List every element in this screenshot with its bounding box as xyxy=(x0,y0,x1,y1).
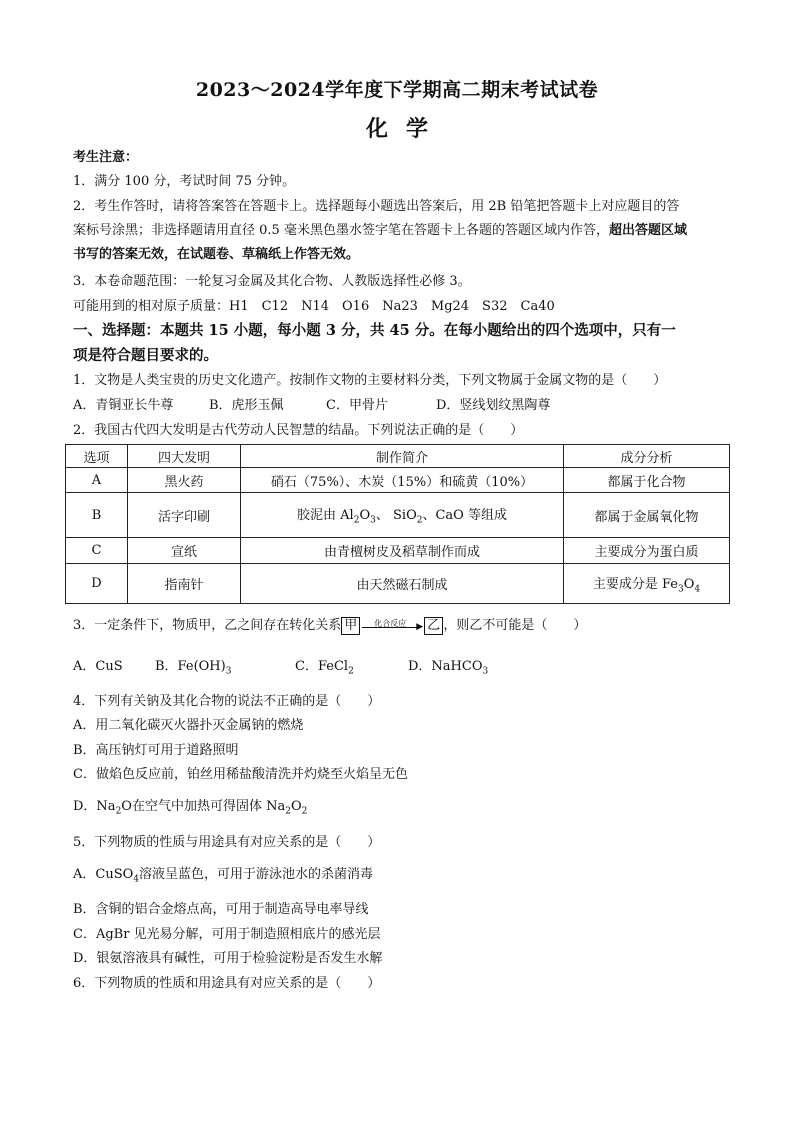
reaction-label: 化合反应 xyxy=(374,618,407,628)
table-cell: A xyxy=(66,468,128,493)
q6-stem: 6．下列物质的性质和用途具有对应关系的是（ ） xyxy=(73,976,381,991)
notice-item-2-line-2: 案标号涂黑；非选择题请用直径 0.5 毫米黑色墨水签字笔在答题卡上各题的答题区域内作答，超出答题区域 xyxy=(73,223,687,238)
table-row xyxy=(66,538,730,564)
q4-option-d: D．$Na_2O$在空气中加热可得固体 $Na_2O_2$ xyxy=(73,799,308,817)
table-cell: 都属于化合物 xyxy=(564,468,730,493)
table-cell: B xyxy=(66,493,128,538)
q2-table xyxy=(65,444,730,604)
q1-stem: 1．文物是人类宝贵的历史文化遗产。按制作文物的主要材料分类，下列文物属于金属文物的是（ ） xyxy=(73,373,667,388)
table-header: 选项 xyxy=(66,445,128,468)
table-cell: 宣纸 xyxy=(128,538,241,564)
notice-item-1: 1．满分 100 分，考试时间 75 分钟。 xyxy=(73,174,296,189)
q1-option-b: B．虎形玉佩 xyxy=(209,398,284,413)
q4-option-b: B．高压钠灯可用于道路照明 xyxy=(73,743,239,758)
q3-option-b: B．$Fe(OH)_3$ xyxy=(155,659,232,677)
table-cell: 由天然磁石制成 xyxy=(241,564,564,604)
q4-option-c: C．做焰色反应前，铂丝用稀盐酸清洗并灼烧至火焰呈无色 xyxy=(73,767,408,782)
q4-option-a: A．用二氧化碳灭火器扑灭金属钠的燃烧 xyxy=(73,718,304,733)
table-cell: 黑火药 xyxy=(128,468,241,493)
notice-item-2-line-3: 书写的答案无效，在试题卷、草稿纸上作答无效。 xyxy=(73,247,360,262)
notice-item-2-line-1: 2．考生作答时，请将答案答在答题卡上。选择题每小题选出答案后，用 2B 铅笔把答题卡上对应题目的答 xyxy=(73,199,680,214)
q5-stem: 5．下列物质的性质与用途具有对应关系的是（ ） xyxy=(73,835,381,850)
section-1-heading-line-2: 项是符合题目要求的。 xyxy=(73,347,218,364)
q3-stem: 3．一定条件下，物质甲，乙之间存在转化关系 甲 化合反应 ▶ 乙 ，则乙不可能是（ ） xyxy=(73,616,733,636)
table-header: 制作简介 xyxy=(241,445,564,468)
table-cell: 硝石（75%）、木炭（15%）和硫黄（10%） xyxy=(241,468,564,493)
q5-option-c: C．AgBr 见光易分解，可用于制造照相底片的感光层 xyxy=(73,927,381,942)
table-cell: 指南针 xyxy=(128,564,241,604)
table-header: 成分分析 xyxy=(564,445,730,468)
atomic-masses: 可能用到的相对原子质量：H1 C12 N14 O16 Na23 Mg24 S32 Ca40 xyxy=(73,299,555,314)
q1-options xyxy=(73,396,733,416)
table-cell: 主要成分是 $Fe_3O_4$ xyxy=(564,564,730,604)
table-row xyxy=(66,468,730,493)
q3-option-d: D．NaHCO$_3$ xyxy=(408,659,489,677)
table-row xyxy=(66,564,730,604)
section-1-heading-line-1: 一、选择题：本题共 15 小题，每小题 3 分，共 45 分。在每小题给出的四个选项中，只有一 xyxy=(73,322,676,339)
q1-option-a: A．青铜亚长牛尊 xyxy=(73,398,174,413)
substance-box-yi: 乙 xyxy=(424,617,443,635)
substance-box-jia: 甲 xyxy=(341,617,360,635)
q3-option-c: C．FeCl$_2$ xyxy=(295,659,354,677)
table-cell: 活字印刷 xyxy=(128,493,241,538)
subject-title: 化学 xyxy=(365,116,446,142)
table-header: 四大发明 xyxy=(128,445,241,468)
q3-options xyxy=(73,657,733,682)
table-cell: 都属于金属氧化物 xyxy=(564,493,730,538)
notice-heading: 考生注意： xyxy=(73,150,139,165)
q5-option-d: D．银氨溶液具有碱性，可用于检验淀粉是否发生水解 xyxy=(73,951,383,966)
table-cell: D xyxy=(66,564,128,604)
table-cell: 主要成分为蛋白质 xyxy=(564,538,730,564)
q2-stem: 2．我国古代四大发明是古代劳动人民智慧的结晶。下列说法正确的是（ ） xyxy=(73,423,524,438)
q1-option-c: C．甲骨片 xyxy=(326,398,388,413)
table-cell: C xyxy=(66,538,128,564)
reaction-arrow-icon: 化合反应 ▶ xyxy=(360,618,424,634)
notice-item-3: 3．本卷命题范围：一轮复习金属及其化合物、人教版选择性必修 3。 xyxy=(73,274,471,289)
table-cell: 由青檀树皮及稻草制作而成 xyxy=(241,538,564,564)
exam-title: 2023～2024学年度下学期高二期末考试试卷 xyxy=(195,79,599,101)
q5-option-b: B．含铜的铝合金熔点高，可用于制造高导电率导线 xyxy=(73,902,369,917)
q4-stem: 4．下列有关钠及其化合物的说法不正确的是（ ） xyxy=(73,694,381,709)
table-header-row xyxy=(66,445,730,468)
q1-option-d: D．竖线划纹黑陶尊 xyxy=(436,398,551,413)
q3-option-a: A．CuS xyxy=(73,659,123,674)
table-row xyxy=(66,493,730,538)
table-cell: 胶泥由 $Al_2O_3$、 SiO$_2$、CaO 等组成 xyxy=(241,493,564,538)
q5-option-a: A．CuSO$_4$溶液呈蓝色，可用于游泳池水的杀菌消毒 xyxy=(73,867,374,885)
